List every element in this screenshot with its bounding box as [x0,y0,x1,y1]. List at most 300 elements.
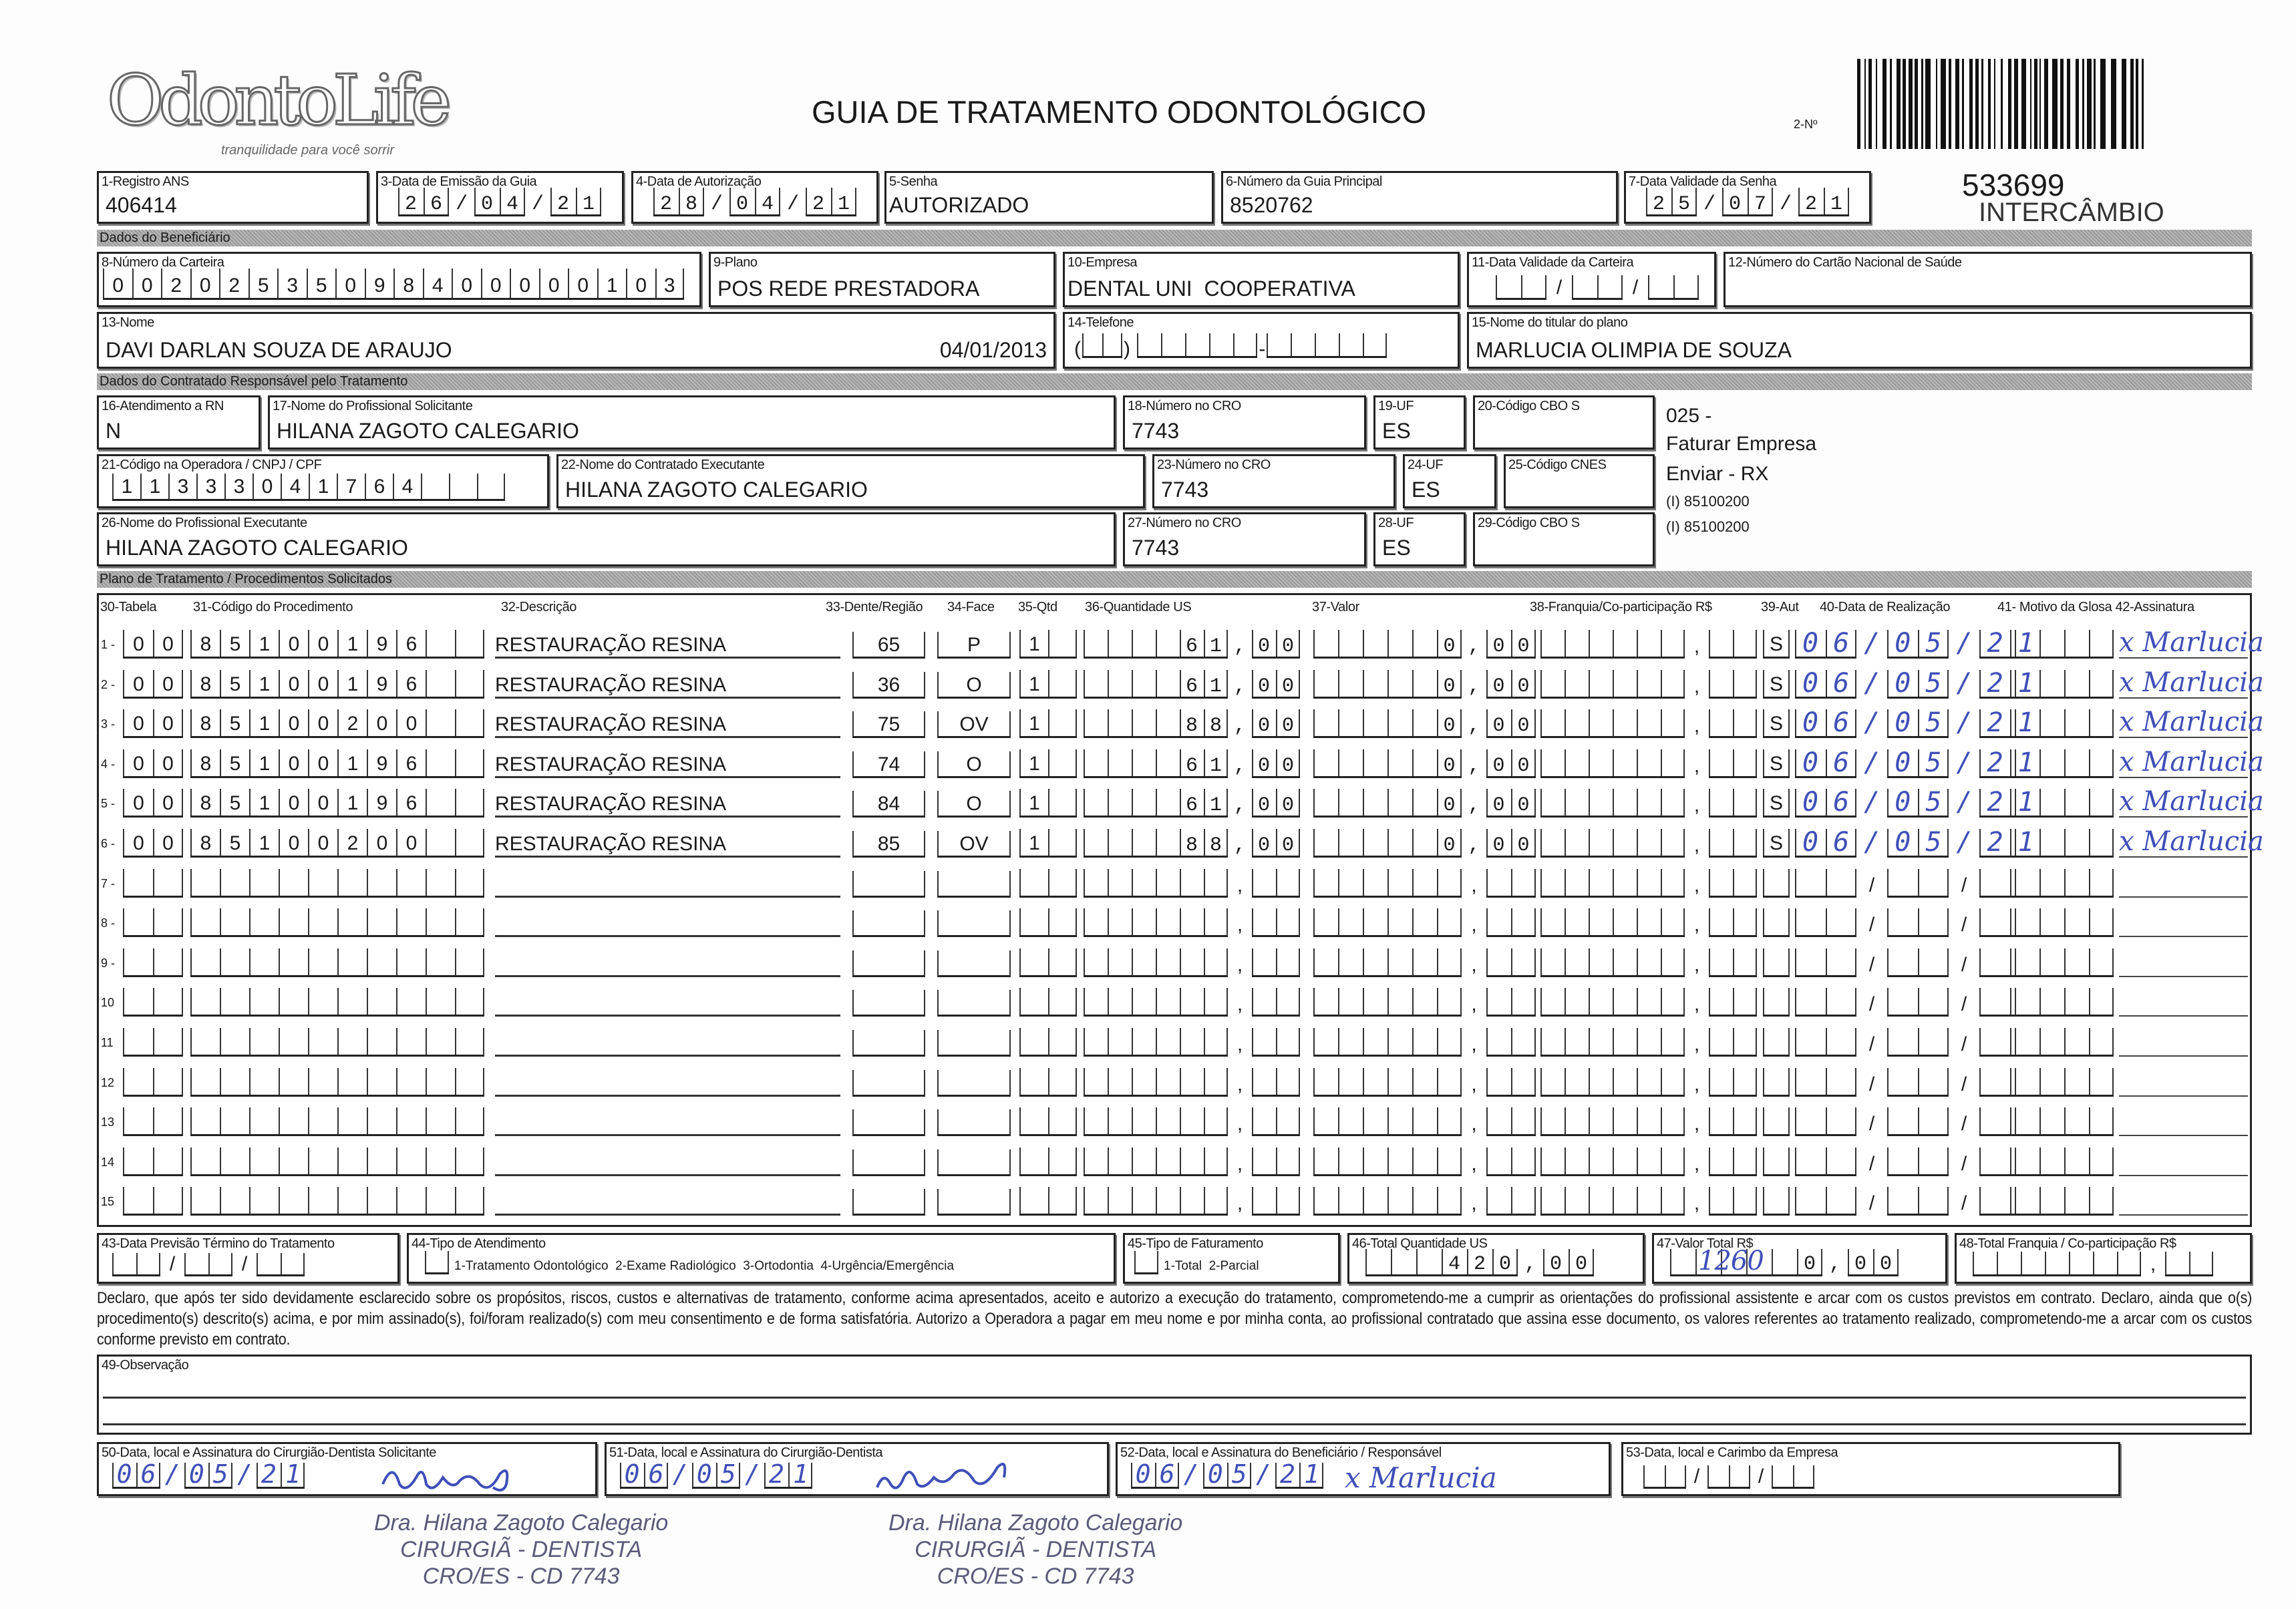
comb-cell [1979,988,2010,1015]
patient-signature: x Marlucia [2119,786,2264,818]
comb-cell [1793,1465,1814,1487]
comb-cell: 5 [220,789,249,816]
comb-group [1313,1068,1462,1097]
comb-wrapper [1795,1068,2041,1097]
barcode-bar [2021,59,2026,149]
separator: , [1237,1152,1243,1175]
separator: , [1693,1192,1700,1215]
comb-wrapper [1540,749,1757,778]
comb-cell [1338,1107,1363,1134]
row-number: 7 - [101,876,116,890]
barcode-bar [1988,59,1991,149]
signature-line [2119,909,2248,937]
comb-cell [1132,1107,1156,1134]
comb-group [1795,1147,1856,1176]
field-main-guide-number [1221,171,1618,224]
field-plan-holder [1467,312,2252,369]
comb-cell [1637,988,1661,1015]
comb-cell [1252,988,1276,1015]
comb-group [190,829,484,858]
comb-cell [1412,869,1437,896]
comb-cell [1589,749,1613,776]
realization-date-comb [1795,988,2041,1017]
comb-cell [220,988,249,1015]
separator: , [1471,1033,1477,1055]
comb-wrapper [1313,1187,1536,1216]
comb-group [190,1068,484,1097]
comb-cell [1997,1252,2021,1274]
comb-cell [1709,1107,1733,1134]
comb-group [2015,630,2114,659]
comb-cell [1540,709,1565,736]
comb-group [1795,869,1856,898]
comb-wrapper [1795,747,2049,778]
comb-group [425,1251,449,1274]
procedure-code-comb [190,709,484,738]
comb-cell [1772,1249,1797,1274]
col-header-us-qty: 36-Quantidade US [1085,600,1192,614]
attendance-type-input[interactable] [425,1251,954,1276]
comb-cell: 1 [1019,670,1048,697]
comb-cell [1132,988,1156,1015]
description [495,904,840,937]
comb-group [1709,1028,1757,1057]
col-header-qty: 35-Qtd [1018,600,1057,614]
comb-group [1763,670,1790,699]
comb-group [1763,829,1790,858]
comb-cell [396,1187,426,1214]
comb-cell [1313,1068,1338,1095]
comb-group [1486,1028,1536,1057]
comb-cell [425,1251,449,1272]
comb-group [2015,948,2114,977]
comb-wrapper [1365,1249,1601,1276]
comb-cell [367,908,396,935]
comb-cell [426,1028,455,1055]
field-value: 406414 [106,193,177,217]
field-label: 18-Número no CRO [1128,399,1241,413]
date-comb [112,1459,310,1489]
comb-cell [1276,908,1300,935]
authorized-comb [1763,948,1790,977]
comb-group [1540,988,1685,1017]
comb-cell [1918,988,1949,1015]
comb-wrapper [1795,908,2041,937]
comb-cell [1733,1187,1757,1214]
billing-type-comb[interactable] [1134,1251,1158,1276]
comb-cell [279,1068,308,1095]
comb-cell [1437,1187,1462,1214]
gloss-reason-comb [2015,630,2114,659]
comb-cell [1589,1107,1613,1134]
barcode-bar [1936,59,1937,149]
separator: , [1237,1113,1243,1135]
attendance-type-comb[interactable] [425,1251,449,1276]
comb-cell [1613,630,1637,657]
col-header-face: 34-Face [947,600,995,614]
row-number: 8 - [101,916,116,930]
comb-group [190,908,484,937]
comb-cell [308,948,337,975]
comb-cell [1918,1147,1949,1174]
copay-comb [1540,1107,1757,1136]
comb-cell [1412,988,1437,1015]
comb-cell [1661,908,1685,935]
comb-cell [1276,1187,1300,1214]
comb-cell [426,988,455,1015]
comb-wrapper [1795,948,2041,977]
comb-group [1486,948,1536,977]
comb-cell [1338,709,1363,736]
comb-group [2015,1028,2114,1057]
table-code-comb [123,749,183,778]
comb-cell [190,948,220,975]
comb-group [1648,275,1699,300]
barcode-bar [1975,59,1979,149]
comb-cell [1979,1187,2010,1214]
guide-number-label: 2-Nº [1794,118,1818,131]
comb-group [1540,1187,1685,1216]
comb-cell [1540,908,1565,935]
comb-cell [1511,1107,1536,1134]
comb-wrapper [1084,1187,1300,1216]
comb-group [1313,670,1462,699]
barcode-bar [1949,59,1951,149]
table-code-comb [123,1107,183,1136]
comb-wrapper [1540,988,1757,1017]
comb-cell [1661,789,1685,816]
comb-group [1887,1147,1949,1176]
comb-cell [249,948,279,975]
comb-cell: 8 [190,829,220,856]
comb-cell [1048,829,1077,856]
comb-cell [1132,630,1156,657]
comb-cell: 0 [452,269,481,298]
authorized-comb [1763,670,1790,699]
field-cbo [1473,395,1655,450]
comb-group [190,670,484,699]
field-attendance-type [407,1233,1116,1284]
comb-cell [2039,829,2064,856]
comb-cell [1233,333,1257,356]
comb-group [1709,948,1757,977]
value-comb [1313,948,1536,977]
comb-cell [1363,333,1387,356]
comb-cell [1156,1187,1180,1214]
comb-cell: 1 [112,474,140,499]
comb-cell: S [1763,829,1790,856]
barcode-bar [2082,59,2084,149]
comb-group [1084,988,1228,1017]
comb-cell: 1 [337,749,367,776]
side-note: 025 - [1666,405,1712,427]
procedure-code-comb [190,988,484,1017]
comb-cell [1613,670,1637,697]
comb-cell [1486,1068,1511,1095]
comb-cell [1613,1107,1637,1134]
comb-group [1795,1068,1856,1097]
dash: - [1259,338,1266,360]
comb-cell [426,829,455,856]
comb-cell [455,1187,484,1214]
comb-cell [1661,829,1685,856]
separator: , [1237,1073,1243,1095]
copay-comb [1540,908,1757,937]
comb-value: 61,00 [1185,635,1306,658]
date-comb [398,188,609,216]
field-label: 47-Valor Total R$ [1657,1236,1754,1251]
qty-comb [1019,1068,1077,1097]
comb-group [1313,988,1462,1017]
comb-cell [1637,709,1661,736]
field-label: 27-Número no CRO [1128,516,1241,530]
face [937,1109,1011,1136]
authorized-comb [1763,869,1790,898]
comb-cell [1313,1107,1338,1134]
separator: / [1868,1073,1875,1095]
comb-cell [279,988,308,1015]
comb-group [1887,1107,1949,1136]
comb-cell [1108,829,1132,856]
comb-cell [1637,1068,1661,1095]
comb-cell [1918,1068,1949,1095]
comb-value: 420,00 [1448,1253,1601,1276]
comb-wrapper [1795,1028,2041,1057]
realization-date-comb [1795,827,2049,858]
comb-cell [1637,1028,1661,1055]
realization-date-comb [1795,1187,2041,1216]
description [495,1103,840,1136]
field-cnes [1504,454,1655,508]
comb-cell [1486,1028,1511,1055]
table-row [97,741,2264,778]
comb-cell [1887,948,1918,975]
comb-cell [426,1107,455,1134]
field-operator-code [97,454,549,508]
comb-cell [2064,1147,2089,1174]
authorized-comb [1763,630,1790,659]
comb-cell [1108,1107,1132,1134]
comb-cell: 0 [308,829,337,856]
comb-group [1763,630,1790,659]
comb-cell [1132,670,1156,697]
comb-cell [1108,1147,1132,1174]
comb-cell [2064,988,2089,1015]
comb-cell [1019,908,1048,935]
realization-date-comb [1795,667,2049,699]
separator: / [1868,993,1875,1016]
comb-cell [2039,1107,2064,1134]
comb-wrapper [1973,1252,2213,1276]
row-number: 13 [101,1115,115,1129]
comb-group [1486,908,1536,937]
comb-group [1252,1107,1300,1136]
field-cro-number-executing [1152,454,1396,508]
comb-cell [426,1187,455,1214]
comb-cell [1363,1107,1387,1134]
table-row [97,621,2264,659]
barcode-bar [2014,59,2018,149]
guide-code: 533699 [1962,168,2065,202]
comb-cell [1209,333,1233,356]
row-number: 11 [101,1036,114,1049]
realization-date-comb [1795,869,2041,898]
comb-cell: 1 [337,670,367,697]
comb-cell [153,1107,183,1134]
comb-cell: S [1763,670,1790,697]
comb-cell [1979,1147,2010,1174]
comb-value: 28/04/21 [660,193,864,216]
comb-cell [1918,948,1949,975]
comb-group [1763,749,1790,778]
comb-cell [1161,333,1185,356]
procedure-code-comb [190,869,484,898]
value-comb [1313,1028,1536,1057]
signature-line [2119,870,2248,898]
comb-cell [1363,630,1387,657]
comb-cell [123,908,153,935]
comb-group [1019,869,1077,898]
comb-group [1019,988,1077,1017]
comb-group [1540,1068,1685,1097]
comb-cell [2015,1187,2039,1214]
comb-group [123,789,183,818]
comb-cell [1733,630,1757,657]
comb-cell [2039,1028,2064,1055]
comb-cell [1019,1147,1048,1174]
comb-cell [2089,789,2114,816]
comb-cell [123,869,153,896]
separator: , [1693,754,1700,777]
phone-comb [1073,333,1387,361]
comb-cell [249,908,279,935]
comb-cell [1019,988,1048,1015]
comb-cell: 5 [220,630,249,657]
comb-cell [2093,1252,2117,1274]
barcode-bar [1969,59,1973,149]
comb-group [1019,908,1077,937]
comb-cell [2089,908,2114,935]
comb-group [1486,1187,1536,1216]
field-value: POS REDE PRESTADORA [717,277,980,301]
comb-cell: 0 [279,829,308,856]
comb-group [1252,988,1300,1017]
authorized-comb [1763,709,1790,738]
comb-group [123,829,183,858]
copay-comb [1540,829,1757,858]
procedure-code-comb [190,948,484,977]
stamp-line: CIRURGIÃ - DENTISTA [400,1537,643,1562]
comb-cell [1918,1107,1949,1134]
comb-group [1486,1107,1536,1136]
date-comb [620,1459,818,1489]
dentist-signature [379,1457,533,1497]
comb-cell [1387,1147,1412,1174]
comb-cell [449,474,477,499]
dentist-signature [874,1454,1027,1494]
comb-cell [1733,749,1757,776]
comb-cell [123,1068,153,1095]
comb-wrapper [1084,1147,1300,1176]
field-total-value [1652,1233,1947,1284]
comb-cell [1795,1147,1826,1174]
separator: / [1868,914,1875,936]
billing-type-input[interactable] [1134,1251,1259,1276]
comb-cell [426,630,455,657]
comb-group [123,709,183,738]
comb-group [1252,1147,1300,1176]
separator: / [1868,874,1875,896]
comb-cell: 0 [153,709,183,736]
comb-cell: 1 [249,670,279,697]
comb-cell [455,1028,484,1055]
barcode-bar [2122,59,2126,149]
comb-group [1540,749,1685,778]
comb-cell [2015,1068,2039,1095]
procedure-code-comb [190,749,484,778]
col-header-table: 30-Tabela [100,600,157,614]
comb-cell [2089,869,2114,896]
row-number: 15 [101,1195,115,1209]
comb-cell [1276,1068,1300,1095]
field-observation[interactable] [97,1355,2252,1435]
comb-wrapper [1496,275,1699,300]
barcode-bar [1925,59,1931,149]
comb-value: 26/04/21 [405,193,609,216]
comb-cell: 8 [190,670,220,697]
comb-cell [249,1028,279,1055]
field-label: 14-Telefone [1068,315,1134,330]
comb-group [123,1187,183,1216]
comb-group [123,1068,183,1097]
comb-cell [1137,333,1161,356]
comb-cell [1486,1147,1511,1174]
qty-comb [1019,670,1077,699]
field-phone [1063,312,1460,369]
comb-cell [1204,1147,1228,1174]
comb-cell [1084,1068,1108,1095]
comb-cell [136,1253,160,1274]
comb-value: 0,00 [1443,834,1542,857]
comb-group [1486,1147,1536,1176]
us-qty-comb [1084,1028,1300,1057]
comb-cell [1048,948,1077,975]
comb-cell [337,908,367,935]
row-number: 6 - [101,837,116,850]
comb-cell [1048,1147,1077,1174]
observation-line [103,1397,2246,1399]
field-value: N [106,419,122,443]
comb-cell [2039,908,2064,935]
gloss-reason-comb [2015,948,2114,977]
card-number-comb [103,269,684,300]
comb-group [1763,1028,1790,1057]
separator: / [1961,914,1967,936]
comb-cell [1132,789,1156,816]
comb-cell [220,1068,249,1095]
comb-cell [1709,869,1733,896]
authorized-comb [1763,1068,1790,1097]
field-uf [1373,395,1466,450]
section-beneficiary: Dados do Beneficiário [97,230,2252,246]
comb-cell [1589,630,1613,657]
comb-group [1084,869,1228,898]
field-requesting-professional [268,395,1116,450]
comb-cell [1313,908,1338,935]
comb-cell [1709,1068,1733,1095]
comb-cell [1540,988,1565,1015]
comb-group [1252,1068,1300,1097]
